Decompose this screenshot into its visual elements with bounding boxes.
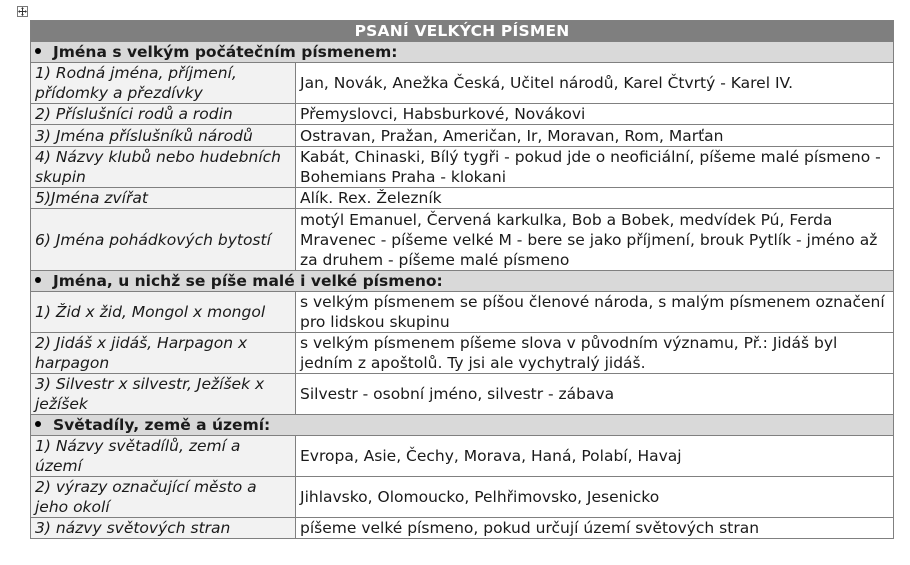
table-row — [31, 333, 894, 374]
section-heading: Jména, u nichž se píše malé i velké písmeno: — [31, 271, 894, 292]
row-value: Jihlavsko, Olomoucko, Pelhřimovsko, Jesenicko — [296, 477, 894, 518]
row-value: Kabát, Chinaski, Bílý tygři - pokud jde o neoficiální, píšeme malé písmeno - Bohemians Praha - klokani — [296, 147, 894, 188]
row-value: Silvestr - osobní jméno, silvestr - zábava — [296, 374, 894, 415]
row-label: 3) Silvestr x silvestr, Ježíšek x ježíšek — [31, 374, 296, 415]
row-label: 3) Jména příslušníků národů — [31, 125, 296, 147]
row-label: 1) Rodná jména, příjmení, přídomky a přezdívky — [31, 63, 296, 104]
table-row — [31, 104, 894, 125]
row-label: 2) výrazy označující město a jeho okolí — [31, 477, 296, 518]
table-row — [31, 125, 894, 147]
row-value: s velkým písmenem se píšou členové národa, s malým písmenem označení pro lidskou skupinu — [296, 292, 894, 333]
table-row — [31, 374, 894, 415]
row-label: 1) Názvy světadílů, zemí a území — [31, 436, 296, 477]
section-heading: Jména s velkým počátečním písmenem: — [31, 42, 894, 63]
section-heading-row — [31, 415, 894, 436]
row-label: 2) Jidáš x jidáš, Harpagon x harpagon — [31, 333, 296, 374]
table-title: PSANÍ VELKÝCH PÍSMEN — [31, 21, 894, 42]
bullet-icon — [35, 48, 41, 54]
row-label: 1) Žid x žid, Mongol x mongol — [31, 292, 296, 333]
row-label: 5)Jména zvířat — [31, 188, 296, 209]
row-label: 6) Jména pohádkových bytostí — [31, 209, 296, 271]
table-row — [31, 436, 894, 477]
table-row — [31, 292, 894, 333]
row-value: Přemyslovci, Habsburkové, Novákovi — [296, 104, 894, 125]
table-row — [31, 477, 894, 518]
table-move-handle-icon[interactable] — [17, 6, 28, 17]
table-row — [31, 147, 894, 188]
bullet-icon — [35, 277, 41, 283]
table-row — [31, 209, 894, 271]
table-title-row — [31, 21, 894, 42]
section-heading: Světadíly, země a území: — [31, 415, 894, 436]
row-value: motýl Emanuel, Červená karkulka, Bob a Bobek, medvídek Pú, Ferda Mravenec - píšeme velké M - bere se jako příjmení, brouk Pytlík - jméno až za druhem - píšeme malé písmeno — [296, 209, 894, 271]
bullet-icon — [35, 421, 41, 427]
row-value: píšeme velké písmeno, pokud určují území světových stran — [296, 518, 894, 539]
row-label: 3) názvy světových stran — [31, 518, 296, 539]
row-value: Ostravan, Pražan, Američan, Ir, Moravan, Rom, Marťan — [296, 125, 894, 147]
row-label: 4) Názvy klubů nebo hudebních skupin — [31, 147, 296, 188]
section-heading-row — [31, 271, 894, 292]
table-row — [31, 518, 894, 539]
row-value: Jan, Novák, Anežka Česká, Učitel národů, Karel Čtvrtý - Karel IV. — [296, 63, 894, 104]
row-label: 2) Příslušníci rodů a rodin — [31, 104, 296, 125]
row-value: Alík. Rex. Železník — [296, 188, 894, 209]
capital-letters-table — [30, 20, 894, 539]
section-heading-row — [31, 42, 894, 63]
table-row — [31, 63, 894, 104]
row-value: s velkým písmenem píšeme slova v původním významu, Př.: Jidáš byl jedním z apoštolů. Ty jsi ale vychytralý jidáš. — [296, 333, 894, 374]
table-row — [31, 188, 894, 209]
row-value: Evropa, Asie, Čechy, Morava, Haná, Polabí, Havaj — [296, 436, 894, 477]
